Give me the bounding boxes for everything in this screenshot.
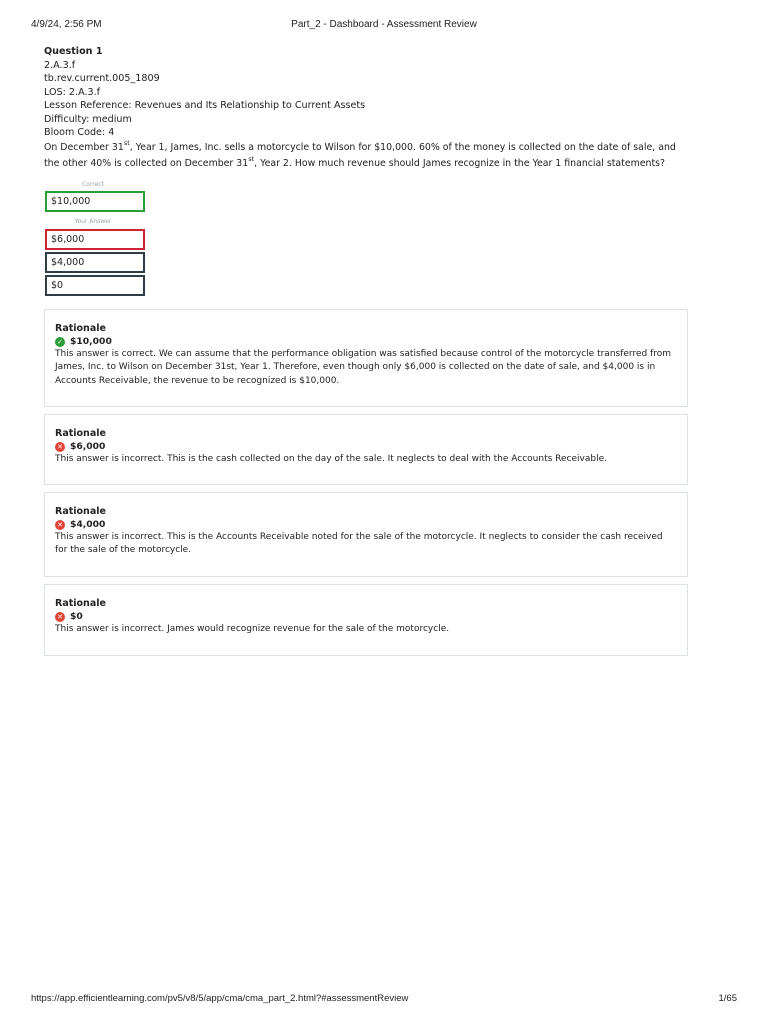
- question-meta: [44, 45, 365, 140]
- question-title: Question 1: [44, 46, 103, 57]
- question-los: LOS: 2.A.3.f: [44, 86, 101, 98]
- page-number: 1/65: [718, 993, 737, 1004]
- rationale-box-3: [44, 492, 688, 577]
- print-url: https://app.efficientlearning.com/pv5/v8/5/app/cma/cma_part_2.html?#assessmentReview: [31, 993, 409, 1004]
- rationale-answer: $6,000: [70, 441, 106, 452]
- answer-option-2[interactable]: $6,000: [45, 229, 145, 250]
- rationale-text: This answer is incorrect. James would recognize revenue for the sale of the motorcycle.: [55, 624, 450, 634]
- question-id: tb.rev.current.005_1809: [44, 73, 160, 84]
- answer-option-1[interactable]: $10,000: [45, 191, 145, 212]
- rationale-title: Rationale: [55, 506, 106, 517]
- correct-tag: Correct: [82, 181, 104, 188]
- rationale-answer: $4,000: [70, 519, 106, 530]
- answer-option-3[interactable]: $4,000: [45, 252, 145, 273]
- question-code: 2.A.3.f: [44, 59, 76, 71]
- answer-option-4[interactable]: $0: [45, 275, 145, 296]
- x-circle-icon: ✕: [55, 520, 65, 530]
- question-bloom: Bloom Code: 4: [44, 127, 115, 138]
- rationale-title: Rationale: [55, 598, 106, 609]
- your-answer-tag: Your Answer: [74, 218, 112, 225]
- rationale-answer: $0: [70, 611, 83, 622]
- rationale-title: Rationale: [55, 323, 106, 334]
- x-circle-icon: ✕: [55, 612, 65, 622]
- print-header: [0, 19, 768, 33]
- rationale-title: Rationale: [55, 428, 106, 439]
- rationale-box-4: [44, 584, 688, 656]
- check-circle-icon: ✓: [55, 337, 65, 347]
- rationale-text: This answer is correct. We can assume that the performance obligation was satisfied because control of the motorcycle transferred from James, Inc. to Wilson on December 31st, Year 1. Therefore, even though only $6,000 is collected on the date of sale, and $4,000 is in Accounts Receivable, the revenue to be recognized is $10,000.: [55, 349, 672, 386]
- rationale-box-1: [44, 309, 688, 407]
- rationale-text: This answer is incorrect. This is the Accounts Receivable noted for the sale of the motorcycle. It neglects to consider the cash received for the sale of the motorcycle.: [55, 532, 663, 556]
- question-text: On December 31st, Year 1, James, Inc. sells a motorcycle to Wilson for $10,000. 60% of the money is collected on the date of sale, and the other 40% is collected on December 31st, Year 2. How much revenue should James recognize in the Year 1 financial statements?: [44, 139, 676, 169]
- rationale-box-2: [44, 414, 688, 485]
- rationale-answer: $10,000: [70, 336, 112, 347]
- print-title: Part_2 - Dashboard - Assessment Review: [291, 19, 477, 30]
- question-difficulty: Difficulty: medium: [44, 113, 132, 125]
- question-lesson: Lesson Reference: Revenues and Its Relationship to Current Assets: [44, 100, 366, 111]
- x-circle-icon: ✕: [55, 442, 65, 452]
- print-datetime: 4/9/24, 2:56 PM: [31, 19, 102, 30]
- rationale-text: This answer is incorrect. This is the cash collected on the day of the sale. It neglects to deal with the Accounts Receivable.: [55, 454, 607, 464]
